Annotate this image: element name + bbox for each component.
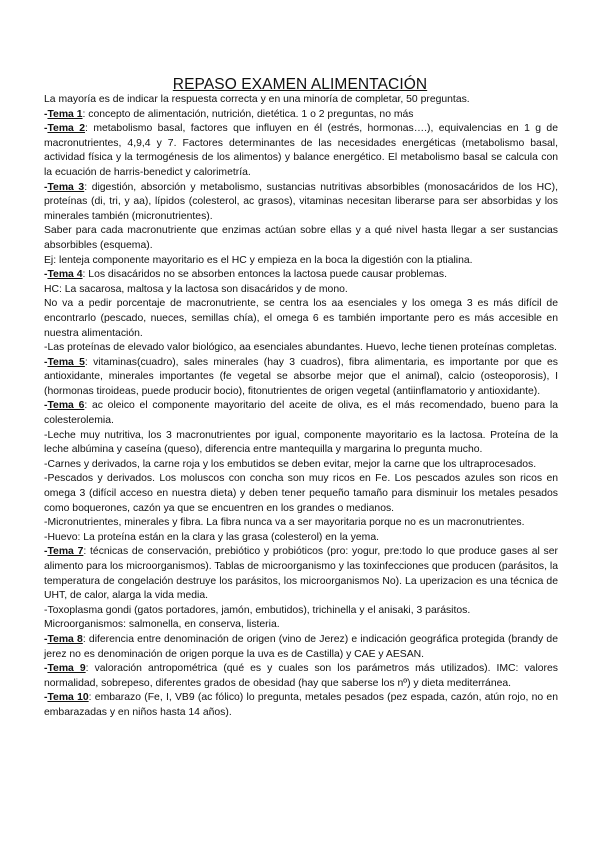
- paragraph: [44, 181, 558, 225]
- paragraph-prefix: -: [44, 400, 48, 412]
- paragraph-text: -Las proteínas de elevado valor biológico, aa esenciales abundantes. Huevo, leche tienen proteínas completas.: [44, 342, 557, 354]
- paragraph: [44, 531, 558, 546]
- document-title: REPASO EXAMEN ALIMENTACIÓN: [172, 76, 428, 93]
- paragraph-prefix: -: [44, 181, 48, 193]
- paragraph-text: La mayoría es de indicar la respuesta correcta y en una minoría de completar, 50 preguntas.: [44, 94, 470, 105]
- paragraph-text: Saber para cada macronutriente que enzimas actúan sobre ellas y a qué nivel hasta llegar a ser sustancias absorbibles (esquema).: [44, 225, 558, 251]
- paragraph-text: : técnicas de conservación, prebiótico y probióticos (pro: yogur, pre:todo lo que produce gases al ser alimento para los microorganismos). Tablas de microorganismo y las toxinfecciones que producen (parásitos, la temperatura de congelación destruye los parásitos, los microorganismos No). La uperizacion es una técnica de UHT, de calor, alarga la vida media.: [44, 546, 558, 602]
- paragraph-prefix: -: [44, 356, 48, 368]
- paragraph-text: -Leche muy nutritiva, los 3 macronutrientes por igual, componente mayoritario es la lactosa. Proteína de la leche albúmina y caseína (queso), diferencia entre mantequilla y margarina lo pregunta mucho.: [44, 429, 558, 456]
- paragraph: [44, 618, 558, 633]
- paragraph-text: -Pescados y derivados. Los moluscos con concha son muy ricos en Fe. Los pescados azules son ricos en omega 3 (difícil acceso en nuestra dieta) y deben tener pequeño tamaño para disminuir los metales pesados como boquerones, cazón ya que se encuentren en los grandes o medianos.: [44, 473, 558, 514]
- document-body: [44, 93, 558, 721]
- paragraph: [44, 122, 558, 180]
- paragraph: [44, 633, 558, 662]
- section-heading: Tema 4: [47, 269, 83, 281]
- section-heading: Tema 5: [47, 356, 85, 368]
- paragraph: [44, 356, 558, 400]
- paragraph: [44, 458, 558, 473]
- paragraph: [44, 662, 558, 691]
- paragraph-text: -Carnes y derivados, la carne roja y los embutidos se deben evitar, mejor la carne que los ultraprocesados.: [44, 458, 537, 470]
- paragraph: [44, 545, 558, 603]
- section-heading: Tema 2: [47, 123, 86, 135]
- paragraph: [44, 224, 558, 253]
- paragraph-prefix: -: [44, 123, 48, 135]
- section-heading: Tema 9: [47, 663, 86, 675]
- paragraph: [44, 297, 558, 341]
- section-heading: Tema 3: [47, 181, 85, 193]
- paragraph: [44, 93, 558, 108]
- paragraph-prefix: -: [44, 108, 48, 120]
- section-heading: Tema 8: [47, 633, 83, 645]
- paragraph-text: : valoración antropométrica (qué es y cuales son los parámetros más utilizados). IMC: valores normalidad, sobrepeso, diferentes grados de obesidad (hay que saberse los nº) y dieta mediterránea.: [44, 663, 558, 689]
- paragraph-text: : metabolismo basal, factores que influyen en él (estrés, hormonas….), equivalencias en 1 g de macronutrientes, 4,9,4 y 7. Factores determinantes de las necesidades energéticas (metabolismo basal, actividad física y la termogénesis de los alimentos) y balance energético. El metabolismo basal se calcula con la ecuación de harris-benedict y calorimetría.: [44, 123, 558, 178]
- paragraph-text: : embarazo (Fe, I, VB9 (ac fólico) lo pregunta, metales pesados (pez espada, cazón, atún rojo, no en embarazadas y en niños hasta 14 años).: [44, 692, 558, 718]
- paragraph-text: : Los disacáridos no se absorben entonces la lactosa puede causar problemas.: [82, 269, 447, 281]
- section-heading: Tema 1: [47, 108, 83, 120]
- paragraph-prefix: -: [44, 269, 48, 281]
- paragraph-text: No va a pedir porcentaje de macronutriente, se centra los aa esenciales y los omega 3 es más difícil de encontrarlo (pescado, nueces, semillas chía), el omega 6 es también importante pero es más accesible en nuestra alimentación.: [44, 298, 558, 339]
- paragraph: [44, 429, 558, 458]
- section-heading: Tema 10: [47, 692, 89, 704]
- paragraph-text: : digestión, absorción y metabolismo, sustancias nutritivas absorbibles (monosacáridos de los HC), proteínas (di, tri, y aa), lípidos (colesterol, ac grasos), vitaminas necesitan liberarse para ser absorbidas y los minerales también (micronutrientes).: [44, 181, 558, 222]
- paragraph-prefix: -: [44, 546, 48, 558]
- paragraph: [44, 604, 558, 619]
- paragraph-text: Microorganismos: salmonella, en conserva, listeria.: [44, 619, 280, 631]
- paragraph: [44, 341, 558, 356]
- paragraph-text: : concepto de alimentación, nutrición, dietética. 1 o 2 preguntas, no más: [82, 108, 414, 120]
- paragraph-text: -Huevo: La proteína están en la clara y las grasa (colesterol) en la yema.: [44, 531, 379, 543]
- paragraph: [44, 108, 558, 123]
- paragraph-prefix: -: [44, 692, 48, 704]
- paragraph-prefix: -: [44, 633, 48, 645]
- paragraph: [44, 516, 558, 531]
- paragraph: [44, 472, 558, 516]
- paragraph-text: : diferencia entre denominación de origen (vino de Jerez) e indicación geográfica protegida (brandy de jerez no es denominación de origen porque la uva es de Castilla) y CAE y AESAN.: [44, 633, 558, 660]
- section-heading: Tema 7: [47, 546, 84, 558]
- paragraph: [44, 691, 558, 720]
- paragraph: [44, 254, 558, 269]
- paragraph-text: HC: La sacarosa, maltosa y la lactosa son disacáridos y de mono.: [44, 283, 348, 295]
- paragraph-prefix: -: [44, 663, 48, 675]
- paragraph-text: : vitaminas(cuadro), sales minerales (hay 3 cuadros), fibra alimentaria, es importante por que es antioxidante, minerales importantes (fe vegetal se absorbe mejor que el animal), calcio (osteoporosis), I (hormonas tiroideas, puede producir bocio), fitonutrientes de origen vegetal (antiinflamatorio y antioxidante).: [44, 356, 558, 397]
- section-heading: Tema 6: [47, 400, 85, 412]
- paragraph: [44, 399, 558, 428]
- paragraph-text: Ej: lenteja componente mayoritario es el HC y empieza en la boca la digestión con la ptialina.: [44, 254, 473, 266]
- paragraph: [44, 283, 558, 298]
- paragraph-text: : ac oleico el componente mayoritario del aceite de oliva, es el más recomendado, bueno para la colesterolemia.: [44, 400, 558, 427]
- paragraph: [44, 268, 558, 283]
- paragraph-text: -Micronutrientes, minerales y fibra. La fibra nunca va a ser mayoritaria porque no es un macronutrientes.: [44, 517, 525, 529]
- paragraph-text: -Toxoplasma gondi (gatos portadores, jamón, embutidos), trichinella y el anisaki, 3 parásitos.: [44, 604, 471, 616]
